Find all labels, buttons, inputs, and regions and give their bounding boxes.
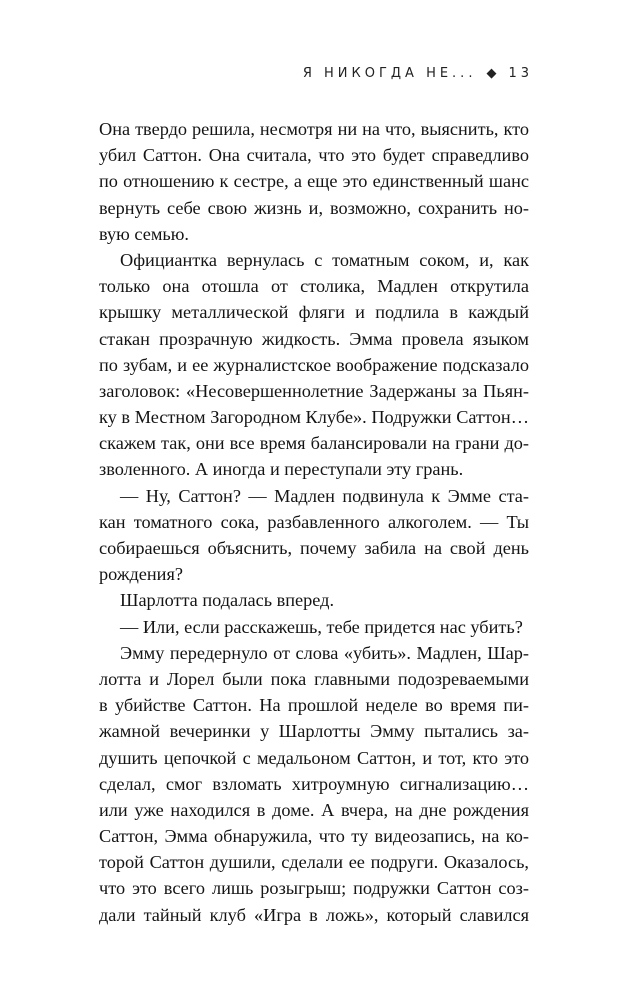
text-line: по зубам, и ее журналистское воображение подсказало [99, 354, 529, 375]
text-line: убил Саттон. Она считала, что это будет справедливо [99, 145, 529, 166]
page-number: 13 [508, 66, 533, 81]
text-line: торой Саттон душили, сделали ее подруги. Оказалось, [99, 852, 529, 873]
body-text [99, 116, 529, 928]
text-line: что это всего лишь розыгрыш; подружки Саттон соз- [99, 878, 529, 899]
text-line: Шарлотта подалась вперед. [120, 590, 335, 611]
text-line: зволенного. А иногда и переступали эту грань. [99, 459, 464, 480]
text-line: заголовок: «Несовершеннолетние Задержаны за Пьян- [99, 380, 529, 401]
text-line: Официантка вернулась с томатным соком, и, как [120, 249, 529, 270]
text-line: по отношению к сестре, а еще это единственный шанс [99, 171, 529, 192]
text-line: — Или, если расскажешь, тебе придется нас убить? [120, 616, 523, 637]
text-line: Эмму передернуло от слова «убить». Мадлен, Шар- [120, 642, 529, 663]
diamond-separator-icon: ◆ [486, 66, 501, 81]
running-title: Я НИКОГДА НЕ... [302, 66, 477, 81]
text-line: только она отошла от столика, Мадлен открутила [99, 276, 529, 297]
text-line: ку в Местном Загородном Клубе». Подружки Саттон… [99, 407, 529, 428]
text-line: вую семью. [99, 223, 189, 244]
text-line: крышку металлической фляги и подлила в каждый [99, 302, 529, 323]
text-line: стакан прозрачную жидкость. Эмма провела языком [99, 328, 529, 349]
text-line: душить цепочкой с медальоном Саттон, и тот, кто это [99, 747, 529, 768]
running-header [303, 66, 533, 81]
text-line: скажем так, они все время балансировали на грани до- [99, 433, 529, 454]
text-line: жамной вечеринки у Шарлотты Эмму пытались за- [99, 721, 529, 742]
text-line: собираешься объяснить, почему забила на свой день [99, 538, 529, 558]
text-line: Саттон, Эмма обнаружила, что ту видеозапись, на ко- [99, 826, 529, 847]
text-line: лотта и Лорел были пока главными подозреваемыми [99, 668, 529, 689]
text-line: кан томатного сока, разбавленного алкоголем. — Ты [99, 511, 529, 532]
text-line: в убийстве Саттон. На прошлой неделе во время пи- [99, 695, 529, 716]
text-line: дали тайный клуб «Игра в ложь», который славился [99, 904, 529, 925]
text-line: сделал, смог взломать хитроумную сигнализацию… [99, 773, 529, 794]
text-line: или уже находился в доме. А вчера, на дне рождения [99, 799, 529, 820]
text-line: вернуть себе свою жизнь и, возможно, сохранить но- [99, 197, 529, 218]
text-line: Она твердо решила, несмотря ни на что, выяснить, кто [99, 119, 529, 139]
text-line: рождения? [99, 564, 183, 585]
text-line: — Ну, Саттон? — Мадлен подвинула к Эмме ста- [120, 485, 529, 506]
